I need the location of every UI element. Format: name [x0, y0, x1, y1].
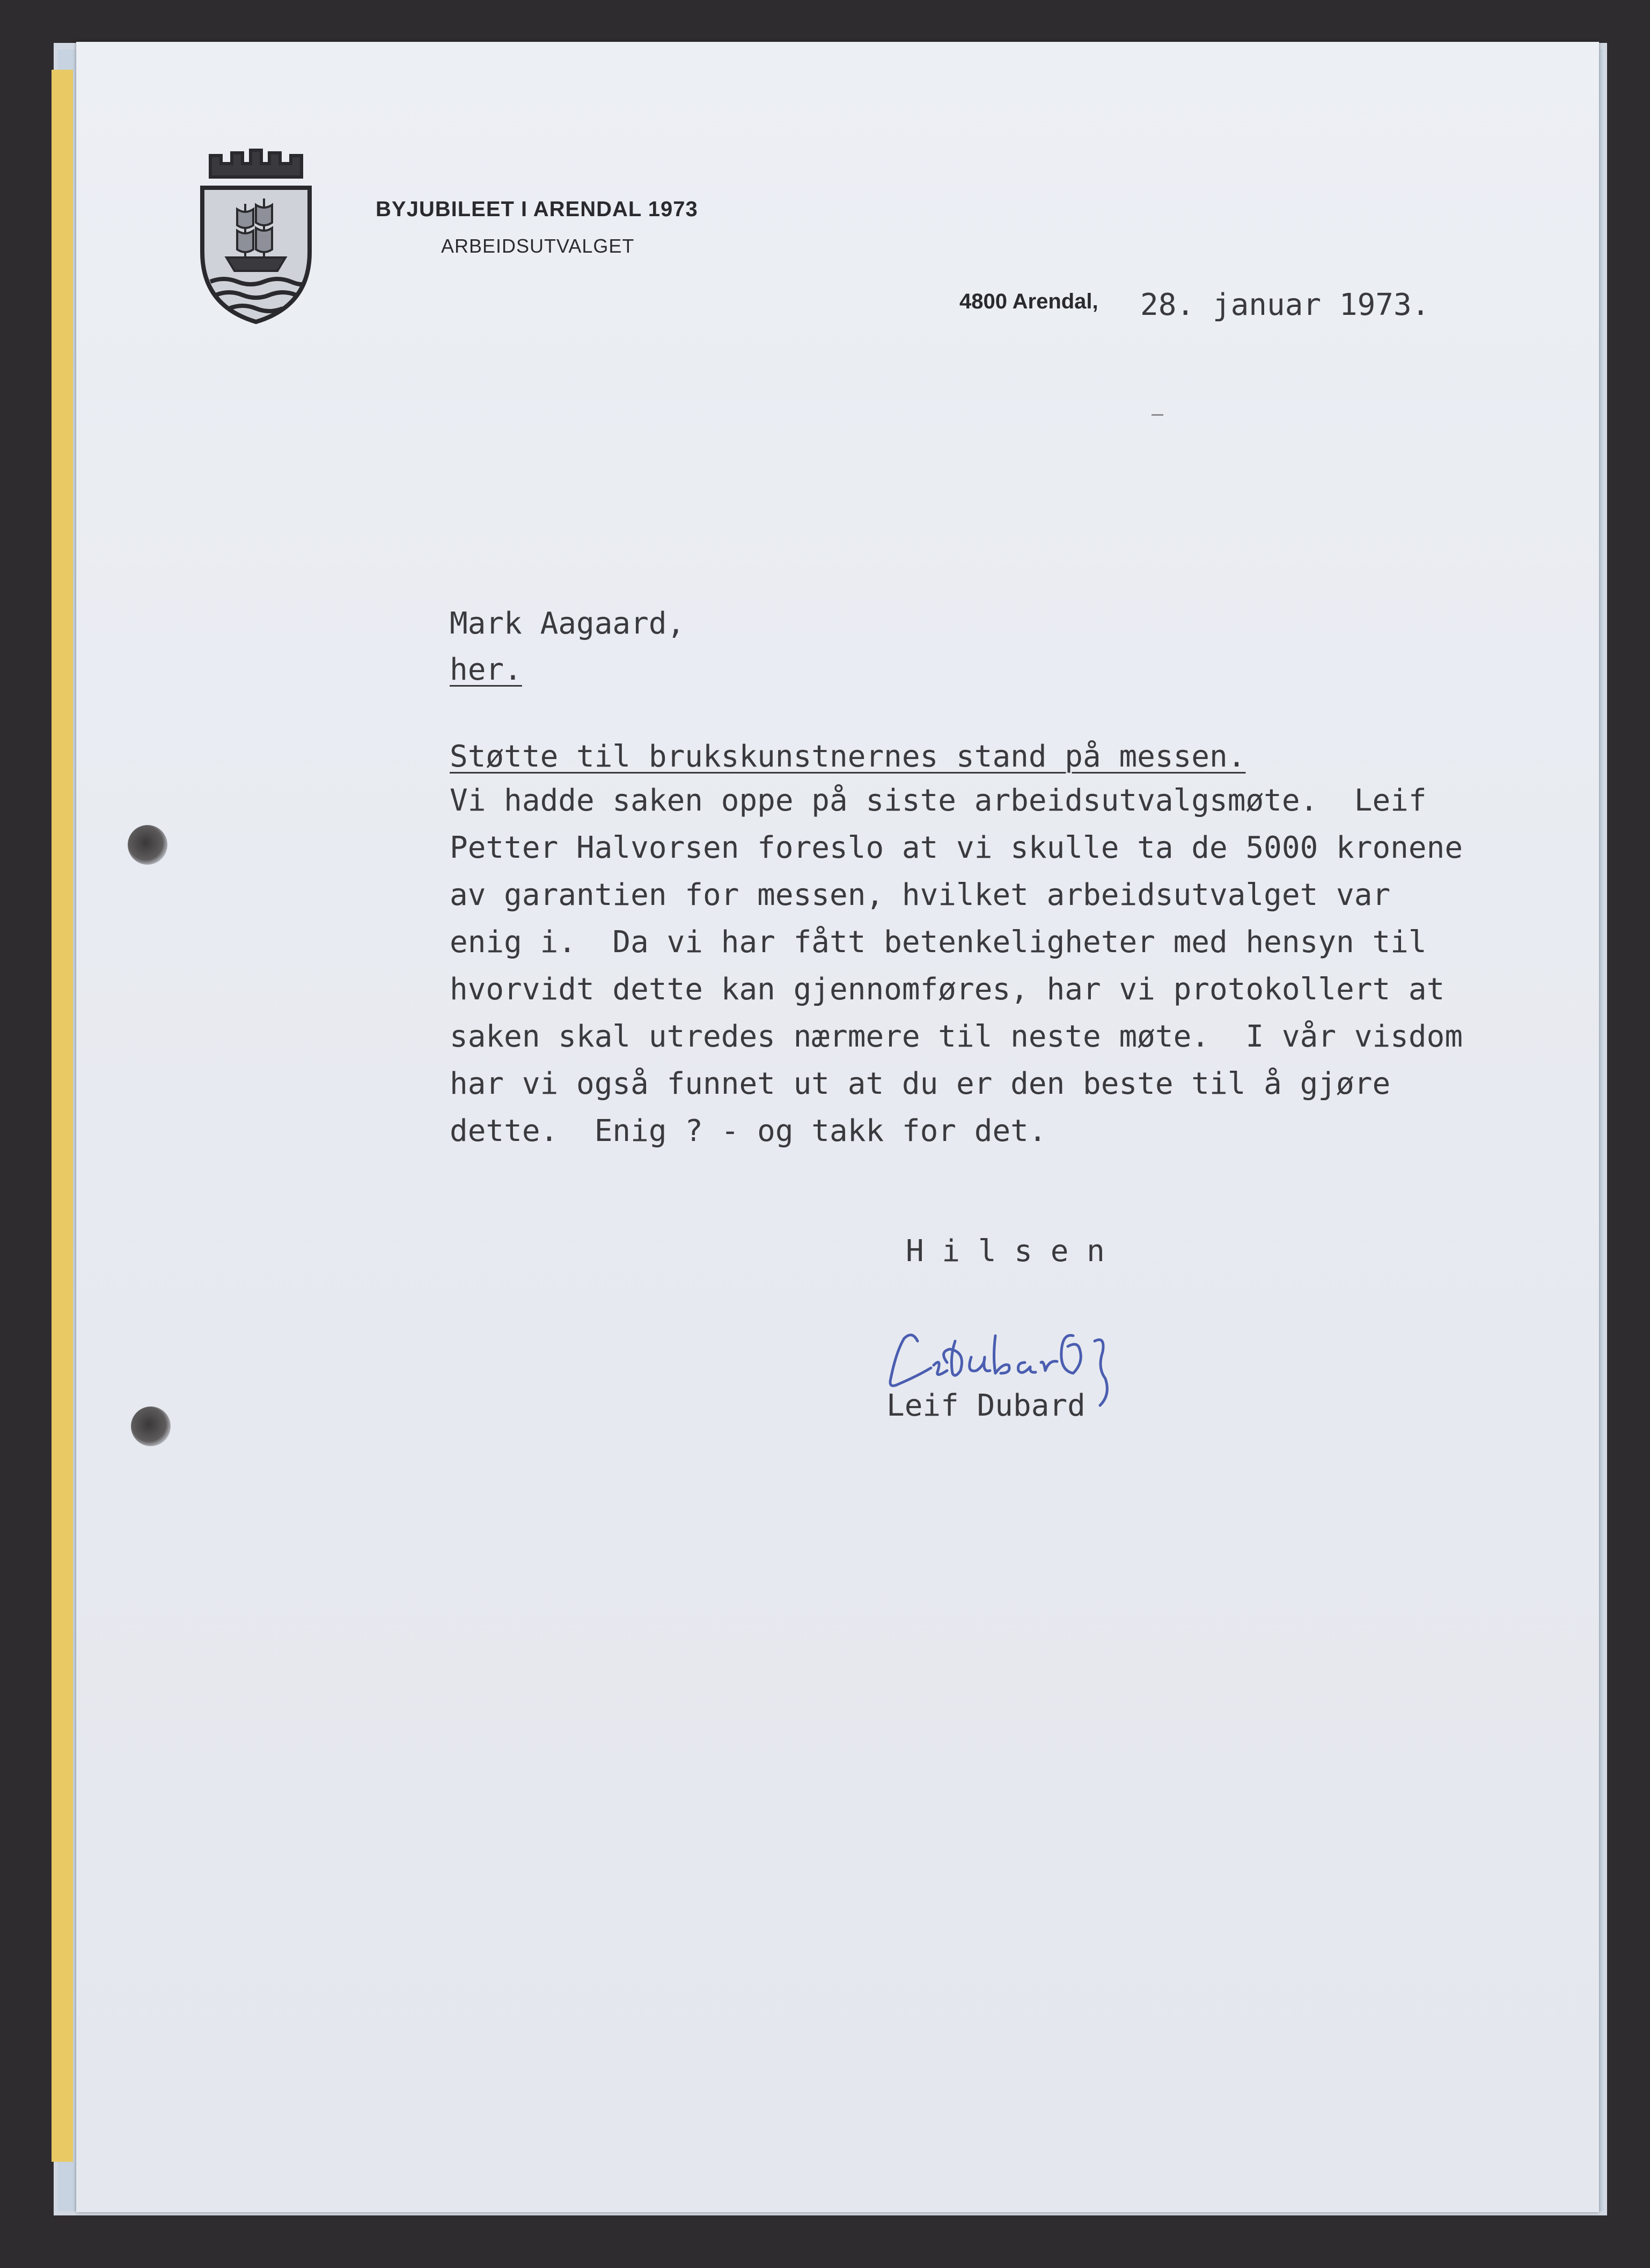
body-line: enig i. Da vi har fått betenkeligheter med hensyn til — [450, 925, 1427, 960]
stray-mark — [1152, 414, 1163, 416]
punch-hole-top — [128, 825, 167, 865]
organization-title: BYJUBILEET I ARENDAL 1973 — [376, 197, 698, 221]
body-line: hvorvidt dette kan gjennomføres, har vi protokollert at — [450, 972, 1445, 1007]
arendal-coat-of-arms-icon — [194, 145, 318, 327]
body-line: av garantien for messen, hvilket arbeidsutvalget var — [450, 878, 1391, 912]
committee-name: ARBEIDSUTVALGET — [441, 235, 635, 257]
signatory-name: Leif Dubard — [886, 1388, 1086, 1423]
body-line: har vi også funnet ut at du er den beste til å gjøre — [450, 1066, 1391, 1101]
punch-hole-bottom — [131, 1407, 171, 1446]
yellow-page-edge — [52, 70, 73, 2162]
postal-place: 4800 Arendal, — [959, 290, 1098, 313]
body-line: Vi hadde saken oppe på siste arbeidsutvalgsmøte. Leif — [450, 783, 1427, 818]
recipient-name: Mark Aagaard, — [450, 606, 685, 641]
body-line: saken skal utredes nærmere til neste møte. I vår visdom — [450, 1019, 1463, 1054]
body-line: Petter Halvorsen foreslo at vi skulle ta de 5000 kronene — [450, 830, 1463, 865]
letter-date: 28. januar 1973. — [1140, 288, 1430, 322]
recipient-location: her. — [450, 652, 522, 687]
body-line: dette. Enig ? - og takk for det. — [450, 1114, 1047, 1148]
closing-greeting: H i l s e n — [906, 1234, 1105, 1269]
subject-line: Støtte til brukskunstnernes stand på messen. — [450, 739, 1246, 774]
